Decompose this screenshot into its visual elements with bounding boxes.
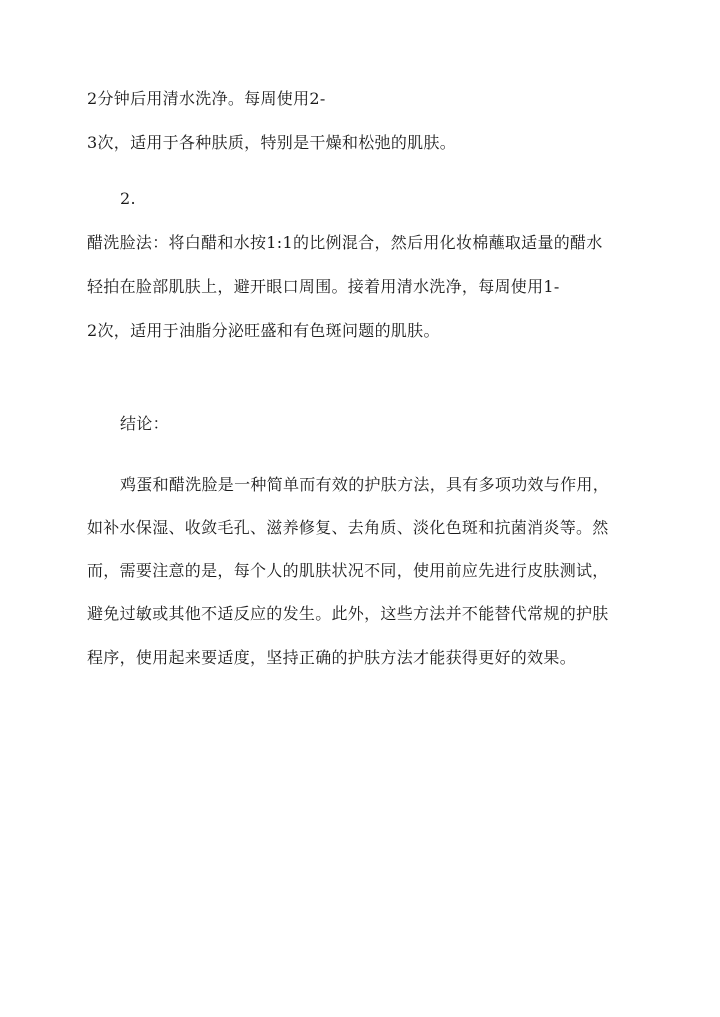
paragraph-line: 程序，使用起来要适度，坚持正确的护肤方法才能获得更好的效果。	[87, 648, 577, 667]
paragraph-line: 而，需要注意的是，每个人的肌肤状况不同，使用前应先进行皮肤测试，	[87, 561, 609, 580]
paragraph-line: 鸡蛋和醋洗脸是一种简单而有效的护肤方法，具有多项功效与作用，	[120, 475, 610, 494]
body-text-line: 醋洗脸法：将白醋和水按1:1的比例混合，然后用化妆棉蘸取适量的醋水	[87, 233, 603, 252]
body-text-line: 2分钟后用清水洗净。每周使用2-	[87, 89, 326, 108]
body-text-line: 轻拍在脸部肌肤上，避开眼口周围。接着用清水洗净，每周使用1-	[87, 277, 560, 296]
paragraph-line: 如补水保湿、收敛毛孔、滋养修复、去角质、淡化色斑和抗菌消炎等。然	[87, 518, 609, 537]
body-text-line: 3次，适用于各种肤质，特别是干燥和松弛的肌肤。	[87, 133, 457, 152]
paragraph-line: 避免过敏或其他不适反应的发生。此外，这些方法并不能替代常规的护肤	[87, 604, 609, 623]
section-heading: 结论：	[120, 414, 169, 433]
body-text-line: 2次，适用于油脂分泌旺盛和有色斑问题的肌肤。	[87, 321, 440, 340]
list-item-number: 2.	[120, 189, 136, 208]
